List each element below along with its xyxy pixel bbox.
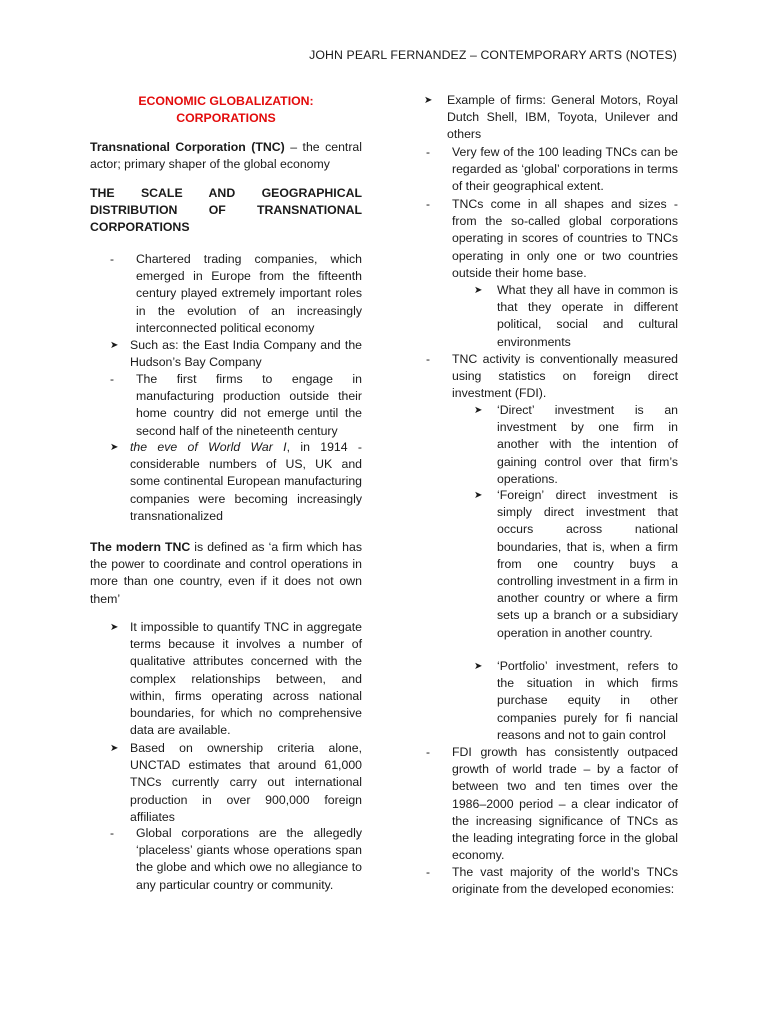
list-item-text: ‘Direct’ investment is an investment by one firm in another with the intention of gaining control over that firm’s operations. (497, 403, 678, 486)
list-item-text: ‘Foreign’ direct investment is simply direct investment that occurs across national boundaries, that is, when a firm from one country buys a controlling investment in a firm in another country or where a firm sets up a branch or a subsidiary operation in another country. (497, 488, 678, 640)
heading-line-3: CORPORATIONS (90, 220, 190, 235)
ww1-emphasis: the eve of World War I (130, 440, 287, 454)
list-item (110, 740, 362, 826)
list-item-text: The first firms to engage in manufacturing production outside their home country did not emerge until the second half of the nineteenth century (136, 372, 362, 438)
list-item-text: Example of firms: General Motors, Royal Dutch Shell, IBM, Toyota, Unilever and others (447, 93, 678, 142)
list-item (110, 619, 362, 739)
list-item-text: It impossible to quantify TNC in aggregate terms because it involves a number of qualitative attributes concerned with the complex relationships between, and within, firms operating across national boundaries, for which no comprehensive data are available. (130, 620, 362, 738)
list-item-text: ‘Portfolio’ investment, refers to the situation in which firms purchase equity in other companies purely for fi nancial reasons and not to gain control (497, 659, 678, 742)
list-item-text: What they all have in common is that they operate in different political, social and cultural environments (497, 283, 678, 349)
list-item (110, 371, 362, 440)
arrow-bullet-icon: ➤ (474, 661, 483, 672)
modern-tnc-definition (90, 539, 362, 608)
section-heading (90, 185, 362, 237)
list-item (426, 351, 678, 403)
page-header: JOHN PEARL FERNANDEZ – CONTEMPORARY ARTS (NOTES) (309, 48, 677, 62)
dash-bullet: - (426, 865, 430, 879)
list-item (474, 402, 678, 488)
heading-line-2: DISTRIBUTION OF TRANSNATIONAL (90, 203, 362, 218)
list-item (110, 439, 362, 525)
list-item-text: Global corporations are the allegedly ‘placeless’ giants whose operations span the globe and which owe no allegiance to any particular country or community. (136, 826, 362, 892)
list-item (110, 251, 362, 337)
list-item (426, 744, 678, 864)
list-item-text: The vast majority of the world’s TNCs originate from the developed economies: (452, 865, 678, 897)
list-item-text: Chartered trading companies, which emerged in Europe from the fifteenth century played extremely important roles in the evolution of an increasingly interconnected political economy (136, 252, 362, 335)
modern-tnc-term: The modern TNC (90, 540, 191, 554)
arrow-bullet-icon: ➤ (110, 340, 119, 351)
heading-line-1: THE SCALE AND GEOGRAPHICAL (90, 186, 362, 200)
list-item-text: Based on ownership criteria alone, UNCTAD estimates that around 61,000 TNCs currently carry out international production in over 900,000 foreign affiliates (130, 741, 362, 824)
list-item-text: TNCs come in all shapes and sizes - from the so-called global corporations operating in scores of countries to TNCs operating in only one or two countries outside their home base. (452, 197, 678, 280)
dash-bullet: - (110, 826, 114, 840)
list-item (474, 282, 678, 351)
tnc-term: Transnational Corporation (TNC) (90, 140, 285, 154)
list-item-text: TNC activity is conventionally measured using statistics on foreign direct investment (FDI). (452, 352, 678, 401)
list-item (426, 864, 678, 898)
tnc-definition-text: – the central actor; primary shaper of the global economy (90, 140, 363, 172)
title-line-1: ECONOMIC GLOBALIZATION: (138, 94, 314, 108)
page-title (90, 93, 362, 127)
list-item (426, 196, 678, 282)
dash-bullet: - (426, 352, 430, 366)
ww1-text: , in 1914 - considerable numbers of US, UK and some continental European manufacturing companies were becoming increasingly transnationalized (130, 440, 362, 523)
list-item (426, 144, 678, 196)
arrow-bullet-icon: ➤ (474, 285, 483, 296)
arrow-bullet-icon: ➤ (110, 743, 119, 754)
tnc-definition (90, 139, 362, 173)
list-item-text: FDI growth has consistently outpaced growth of world trade – by a factor of between two and ten times over the 1986–2000 period – a clear indicator of the increasing significance of TNCs as the leading integrating force in the global economy. (452, 745, 678, 863)
list-item-text: Very few of the 100 leading TNCs can be regarded as ‘global’ corporations in terms of their geographical extent. (452, 145, 678, 194)
list-item-text: Such as: the East India Company and the Hudson’s Bay Company (130, 338, 362, 370)
list-item (110, 337, 362, 371)
dash-bullet: - (110, 372, 114, 386)
dash-bullet: - (426, 145, 430, 159)
list-item (474, 658, 678, 744)
list-item-text (130, 439, 362, 525)
modern-tnc-text: is defined as ‘a firm which has the power to coordinate and control operations in more than one country, even if it does not own them’ (90, 540, 362, 606)
arrow-bullet-icon: ➤ (424, 95, 433, 106)
list-item (424, 92, 678, 144)
list-item (110, 825, 362, 894)
dash-bullet: - (426, 745, 430, 759)
title-line-2: CORPORATIONS (176, 111, 276, 125)
arrow-bullet-icon: ➤ (110, 442, 119, 453)
arrow-bullet-icon: ➤ (110, 622, 119, 633)
dash-bullet: - (426, 197, 430, 211)
dash-bullet: - (110, 252, 114, 266)
list-item (474, 487, 678, 642)
arrow-bullet-icon: ➤ (474, 405, 483, 416)
arrow-bullet-icon: ➤ (474, 490, 483, 501)
